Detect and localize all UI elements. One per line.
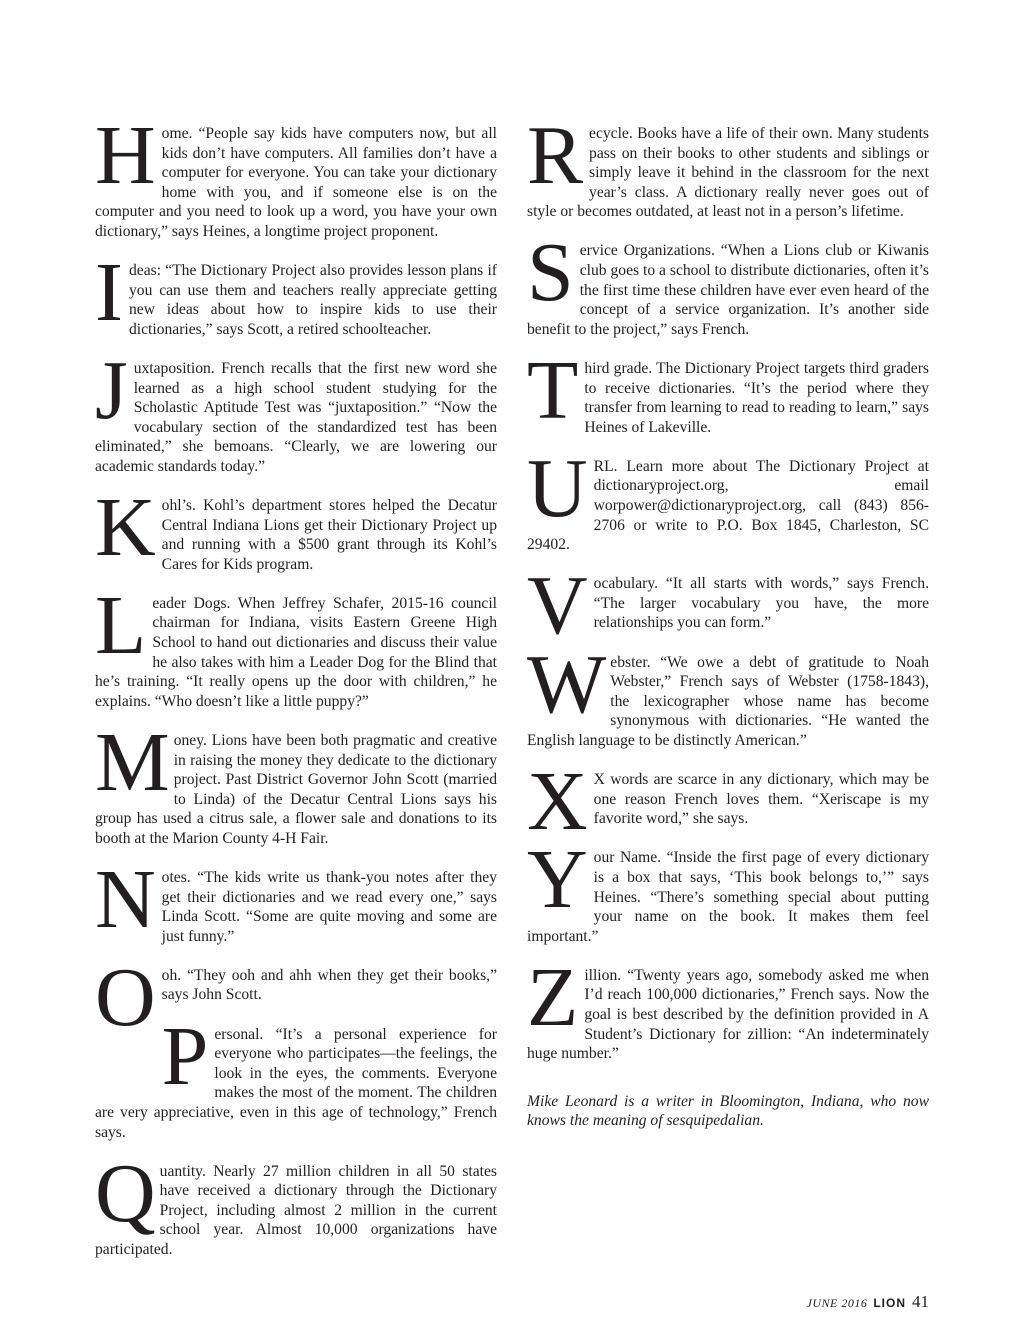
drop-cap: J bbox=[95, 343, 128, 437]
entry-j bbox=[95, 343, 497, 477]
entry-i bbox=[95, 246, 497, 340]
drop-cap: W bbox=[527, 637, 607, 731]
drop-cap: N bbox=[95, 853, 156, 946]
drop-cap: M bbox=[95, 715, 170, 809]
entry-text: uxtaposition. French recalls that the first new word she learned as a high school student studying for the Scholastic Aptitude Test was “juxtaposition.” “Now the vocabulary section of the standardized test has been eliminated,” she bemoans. “Clearly, we are lowering our academic standards today.” bbox=[95, 359, 497, 475]
entry-text: otes. “The kids write us thank-you notes after they get their dictionaries and we read every one,” says Linda Scott. “Some are quite moving and some are just funny.” bbox=[161, 869, 497, 945]
entry-q bbox=[95, 1146, 497, 1260]
entry-text: uantity. Nearly 27 million children in all 50 states have received a dictionary through the Dictionary Project, including almost 2 million in the current school year. Almost 10,000 organizations have participated. bbox=[95, 1162, 497, 1258]
drop-cap: V bbox=[527, 559, 588, 653]
drop-cap: Q bbox=[95, 1146, 156, 1240]
entry-u bbox=[527, 441, 929, 555]
entry-text: ebster. “We owe a debt of gratitude to Noah Webster,” French says of Webster (1758-1843), the lexicographer whose name has become synonymous with dictionaries. “He wanted the English language to be distinctly American.” bbox=[527, 653, 929, 749]
drop-cap: O bbox=[95, 950, 156, 1044]
entry-text: ohl’s. Kohl’s department stores helped the Decatur Central Indiana Lions get their Dictionary Project up and running with a $500 grant through its Kohl’s Cares for Kids program. bbox=[161, 497, 497, 573]
right-entries bbox=[527, 109, 929, 1064]
drop-cap: T bbox=[527, 343, 579, 437]
entry-text: ecycle. Books have a life of their own. Many students pass on their books to other students and siblings or simply leave it behind in the classroom for the next year’s class. A dictionary really never goes out of style or becomes outdated, at least not in a person’s lifetime. bbox=[527, 125, 929, 221]
entry-text: ome. “People say kids have computers now, but all kids don’t have computers. All families don’t have a computer for everyone. You can take your dictionary home with you, and if someone else is on the computer and you need to look up a word, you have your own dictionary,” says Heines, a longtime project proponent. bbox=[95, 125, 497, 240]
entry-text: oney. Lions have been both pragmatic and creative in raising the money they dedicate to the dictionary project. Past District Governor John Scott (married to Linda) of the Decatur Central Lions says his group has used a citrus sale, a flower sale and donations to its booth at the Marion County 4-H Fair. bbox=[95, 731, 497, 847]
right-column bbox=[527, 109, 929, 1147]
drop-cap: S bbox=[527, 226, 574, 320]
entry-z bbox=[527, 950, 929, 1064]
drop-cap: K bbox=[95, 481, 156, 574]
drop-cap: X bbox=[527, 755, 588, 849]
drop-cap: I bbox=[95, 246, 123, 340]
entry-y bbox=[527, 833, 929, 946]
entry-n bbox=[95, 853, 497, 946]
entry-k bbox=[95, 481, 497, 574]
entry-t bbox=[527, 343, 929, 437]
page-number: 41 bbox=[912, 1292, 929, 1311]
magazine-name: LION bbox=[873, 1296, 906, 1310]
page-folio bbox=[807, 1292, 930, 1312]
entry-o bbox=[95, 950, 497, 1044]
author-byline: Mike Leonard is a writer in Bloomington, Indiana, who now knows the meaning of sesquipedalian. bbox=[527, 1092, 929, 1130]
entry-text: hird grade. The Dictionary Project targets third graders to receive dictionaries. “It’s the period where they transfer from learning to read to reading to learn,” says Heines of Lakeville. bbox=[584, 359, 929, 436]
drop-cap: P bbox=[161, 1009, 209, 1103]
drop-cap: R bbox=[527, 109, 584, 202]
entry-s bbox=[527, 226, 929, 339]
entry-text: our Name. “Inside the first page of every dictionary is a box that says, ‘This book belongs to,’” says Heines. “There’s something special about putting your name on the book. It makes them feel important.” bbox=[527, 849, 929, 945]
drop-cap: L bbox=[95, 578, 147, 672]
entry-text: eader Dogs. When Jeffrey Schafer, 2015-16 council chairman for Indiana, visits Eastern Greene High School to hand out dictionaries and discuss their value he also takes with him a Leader Dog for the Blind that he’s training. “It really opens up the door with children,” he explains. “Who doesn’t like a little puppy?” bbox=[95, 594, 497, 710]
issue-date: JUNE 2016 bbox=[806, 1296, 868, 1310]
entry-text: ocabulary. “It all starts with words,” says French. “The larger vocabulary you have, the more relationships you can form.” bbox=[593, 575, 929, 632]
drop-cap: H bbox=[95, 109, 156, 202]
entry-h bbox=[95, 109, 497, 242]
entry-text: ersonal. “It’s a personal experience for everyone who participates—the feelings, the look in the eyes, the comments. Everyone makes the most of the moment. The children are very appreciative, even in this age of technology,” French says. bbox=[95, 1025, 497, 1141]
entry-m bbox=[95, 715, 497, 849]
entry-l bbox=[95, 578, 497, 712]
drop-cap: Z bbox=[527, 950, 579, 1044]
left-column bbox=[95, 109, 497, 1279]
entry-x bbox=[527, 755, 929, 849]
entry-text: illion. “Twenty years ago, somebody asked me when I’d reach 100,000 dictionaries,” French says. Now the goal is best described by the definition provided in A Student’s Dictionary for zillion: “An indeterminately huge number.” bbox=[527, 966, 929, 1063]
entry-w bbox=[527, 637, 929, 751]
entry-text: X words are scarce in any dictionary, which may be one reason French loves them. “Xeriscape is my favorite word,” she says. bbox=[593, 771, 929, 828]
entry-r bbox=[527, 109, 929, 222]
entry-text: RL. Learn more about The Dictionary Project at dictionaryproject.org, email worpower@dictionaryproject.org, call (843) 856-2706 or write to P.O. Box 1845, Charleston, SC 29402. bbox=[527, 457, 929, 554]
drop-cap: Y bbox=[527, 833, 588, 927]
drop-cap: U bbox=[527, 441, 588, 535]
entry-text: deas: “The Dictionary Project also provides lesson plans if you can use them and teachers really appreciate getting new ideas about how to inspire kids to use their dictionaries,” says Scott, a retired schoolteacher. bbox=[128, 262, 497, 338]
entry-v bbox=[527, 559, 929, 653]
entry-text: oh. “They ooh and ahh when they get their books,” says John Scott. bbox=[161, 966, 497, 1004]
entry-text: ervice Organizations. “When a Lions club or Kiwanis club goes to a school to distribute dictionaries, often it’s the first time these children have ever even heard of the concept of a service organization. It’s another side benefit to the project,” says French. bbox=[527, 242, 929, 338]
